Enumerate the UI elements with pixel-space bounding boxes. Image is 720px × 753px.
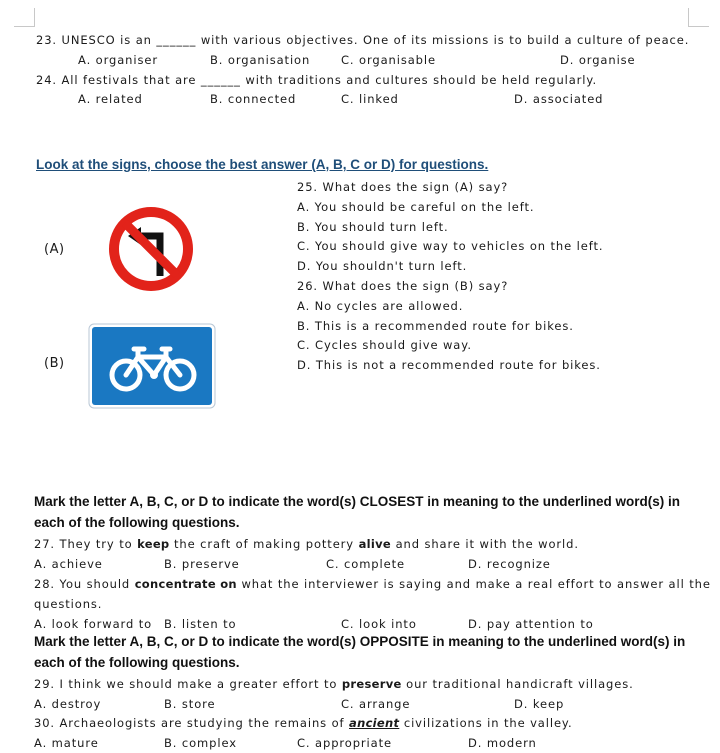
q30-keyword: ancient <box>349 716 400 730</box>
q28-stem-pre: 28. You should <box>34 577 135 591</box>
q30-option-a[interactable]: A. mature <box>34 736 99 750</box>
opposite-heading-line2: each of the following questions. <box>34 655 240 670</box>
q27-option-c[interactable]: C. complete <box>326 557 405 571</box>
signs-heading: Look at the signs, choose the best answer (A, B, C or D) for questions. <box>36 157 489 172</box>
page-corner-left <box>14 8 35 27</box>
q28-stem-line2: questions. <box>34 597 103 611</box>
q28-option-d[interactable]: D. pay attention to <box>468 617 594 631</box>
opposite-heading-line1: Mark the letter A, B, C, or D to indicate the word(s) OPPOSITE in meaning to the underlined word(s) in <box>34 634 686 649</box>
sign-b-label: (B) <box>44 356 65 371</box>
q26-option-d[interactable]: D. This is not a recommended route for bikes. <box>297 358 601 372</box>
q30-option-b[interactable]: B. complex <box>164 736 237 750</box>
q30-option-c[interactable]: C. appropriate <box>297 736 392 750</box>
q26-option-b[interactable]: B. This is a recommended route for bikes. <box>297 319 574 333</box>
q26-option-c[interactable]: C. Cycles should give way. <box>297 338 472 352</box>
q25-option-b[interactable]: B. You should turn left. <box>297 220 449 234</box>
q29-option-c[interactable]: C. arrange <box>341 697 411 711</box>
q26-option-a[interactable]: A. No cycles are allowed. <box>297 299 464 313</box>
q28-option-a[interactable]: A. look forward to <box>34 617 153 631</box>
q27-stem-pre: 27. They try to <box>34 537 138 551</box>
q28-stem <box>34 577 711 591</box>
q24-option-b[interactable]: B. connected <box>210 92 297 106</box>
q30-option-d[interactable]: D. modern <box>468 736 537 750</box>
q30-stem <box>34 716 573 730</box>
q28-stem-post: what the interviewer is saying and make a real effort to answer all the <box>236 577 711 591</box>
q24-option-a[interactable]: A. related <box>78 92 143 106</box>
closest-heading-line2: each of the following questions. <box>34 515 240 530</box>
q27-option-a[interactable]: A. achieve <box>34 557 103 571</box>
q24-option-d[interactable]: D. associated <box>514 92 604 106</box>
cycle-route-sign-icon <box>88 323 216 409</box>
q25-option-a[interactable]: A. You should be careful on the left. <box>297 200 535 214</box>
q27-stem-post: and share it with the world. <box>391 537 579 551</box>
q28-option-b[interactable]: B. listen to <box>164 617 237 631</box>
q28-keyword: concentrate on <box>134 577 237 591</box>
q27-keyword-alive: alive <box>358 537 392 551</box>
q27-keyword-keep: keep <box>137 537 170 551</box>
q28-option-c[interactable]: C. look into <box>341 617 417 631</box>
q29-stem <box>34 677 634 691</box>
q23-stem: 23. UNESCO is an ______ with various objectives. One of its missions is to build a culture of peace. <box>36 33 690 47</box>
q29-option-d[interactable]: D. keep <box>514 697 565 711</box>
q27-option-d[interactable]: D. recognize <box>468 557 551 571</box>
q30-stem-pre: 30. Archaeologists are studying the remains of <box>34 716 350 730</box>
q29-stem-pre: 29. I think we should make a greater effort to <box>34 677 342 691</box>
q24-option-c[interactable]: C. linked <box>341 92 399 106</box>
q29-keyword: preserve <box>341 677 402 691</box>
q23-option-b[interactable]: B. organisation <box>210 53 311 67</box>
q23-option-d[interactable]: D. organise <box>560 53 636 67</box>
closest-heading-line1: Mark the letter A, B, C, or D to indicate the word(s) CLOSEST in meaning to the underlined word(s) in <box>34 494 681 509</box>
q25-option-d[interactable]: D. You shouldn't turn left. <box>297 259 468 273</box>
q23-option-a[interactable]: A. organiser <box>78 53 158 67</box>
q29-option-a[interactable]: A. destroy <box>34 697 102 711</box>
q27-stem-mid: the craft of making pottery <box>169 537 359 551</box>
q26-stem: 26. What does the sign (B) say? <box>297 279 509 293</box>
q27-option-b[interactable]: B. preserve <box>164 557 240 571</box>
page-corner-right <box>688 8 709 27</box>
q30-stem-post: civilizations in the valley. <box>399 716 573 730</box>
q23-option-c[interactable]: C. organisable <box>341 53 436 67</box>
q27-stem <box>34 537 579 551</box>
q24-stem: 24. All festivals that are ______ with traditions and cultures should be held regularly. <box>36 73 598 87</box>
no-left-turn-sign-icon <box>108 206 194 292</box>
sign-a-label: (A) <box>44 242 65 257</box>
q25-option-c[interactable]: C. You should give way to vehicles on the left. <box>297 239 604 253</box>
q25-stem: 25. What does the sign (A) say? <box>297 180 509 194</box>
q29-option-b[interactable]: B. store <box>164 697 216 711</box>
q29-stem-post: our traditional handicraft villages. <box>401 677 634 691</box>
